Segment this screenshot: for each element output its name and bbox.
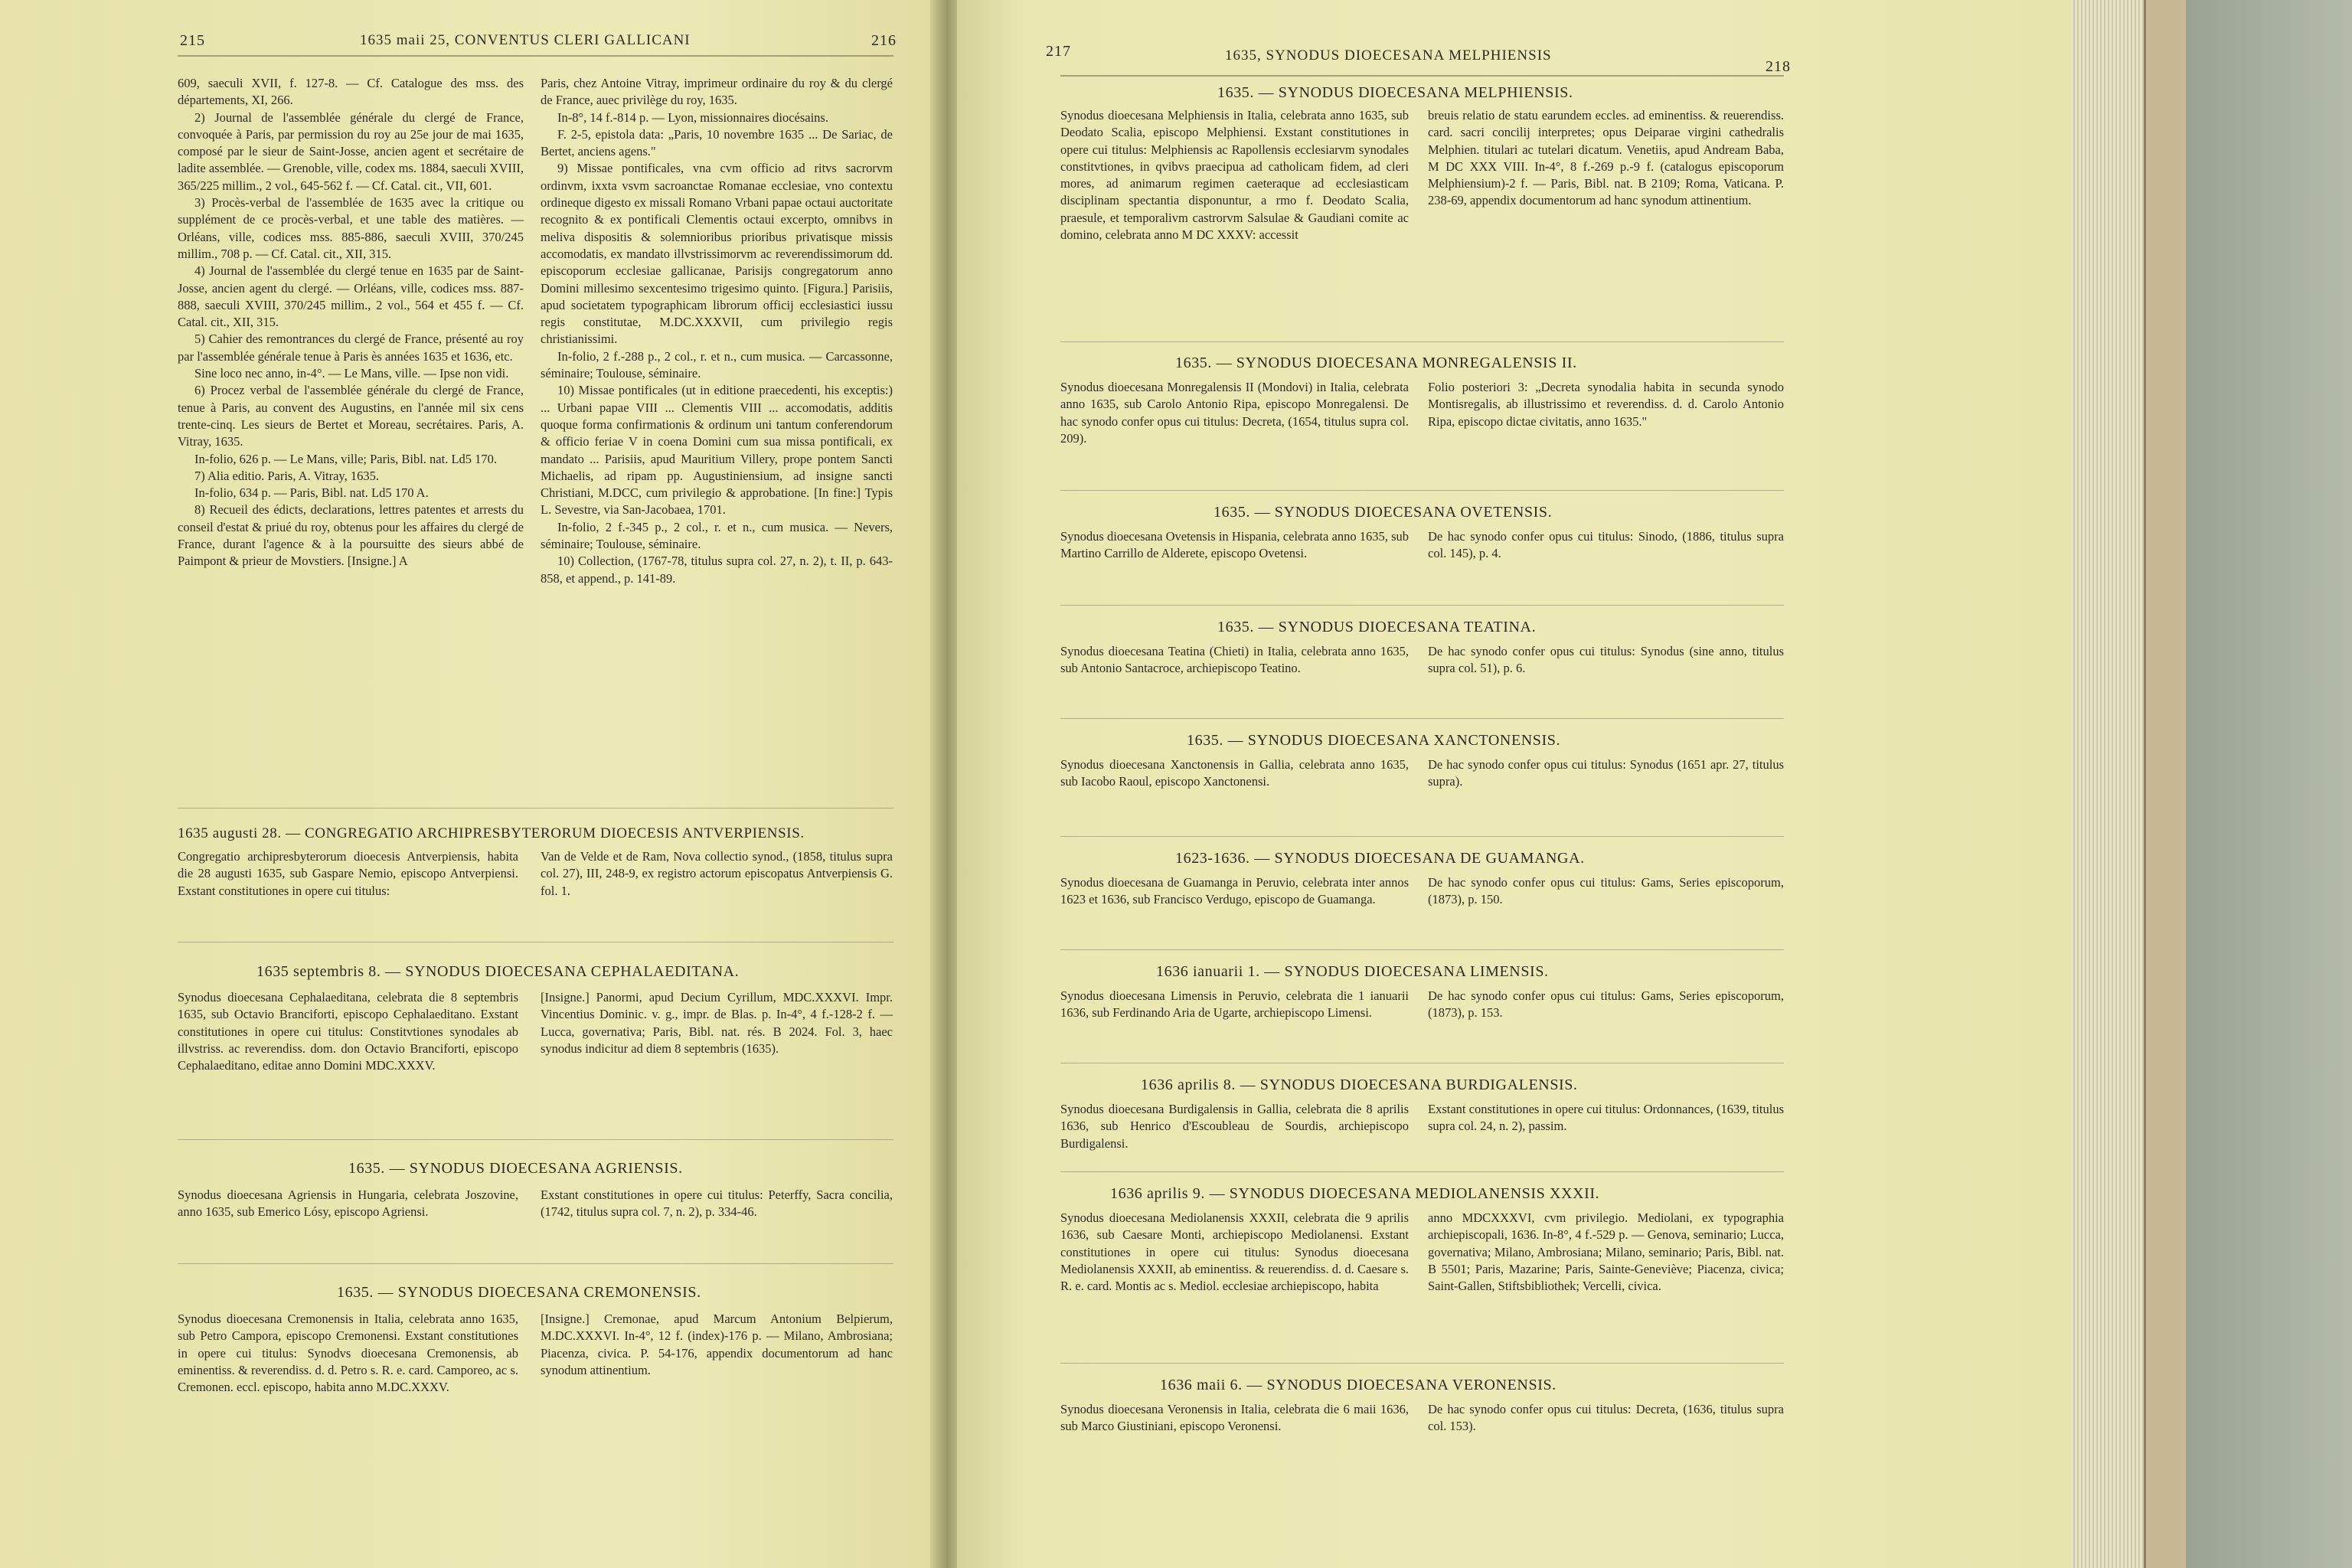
entry-separator <box>1060 949 1784 950</box>
entry-right-text: Folio posteriori 3: „Decreta synodalia habita in secunda synodo Montisregalis, ab illustrissimo et reverendiss. d. d. Carolo Antonio Ripa, episcopo dictae civitatis, anno 1635." <box>1428 380 1784 429</box>
entry-left-text: Synodus dioecesana Cremonensis in Italia, celebrata anno 1635, sub Petro Campora, episcopo Cremonensi. Exstant constitutiones in opere cui titulus: Synodvs dioecesana Cremonensis, ab eminentiss. & reverendiss. d. d. Petro s. R. e. card. Camporeo, ac s. Cremonen. eccl. episcopo, habita anno M.DC.XXXV. <box>178 1312 518 1395</box>
left-column-1 <box>178 75 524 570</box>
entry-right-text: De hac synodo confer opus cui titulus: Gams, Series episcoporum, (1873), p. 150. <box>1428 875 1784 907</box>
entry-right-text: De hac synodo confer opus cui titulus: Gams, Series episcoporum, (1873), p. 153. <box>1428 988 1784 1021</box>
paragraph: 609, saeculi XVII, f. 127-8. — Cf. Catalogue des mss. des départements, XI, 266. <box>178 76 524 108</box>
entry-title: 1635. — SYNODUS DIOECESANA XANCTONENSIS. <box>1187 732 1561 749</box>
left-page <box>0 0 938 1568</box>
entry-left-text: Synodus dioecesana Mediolanensis XXXII, celebrata die 9 aprilis 1636, sub Caesare Monti, archiepiscopo Mediolanensi. Exstant constitutiones in opere cui titulus: Synodus dioecesana Mediolanensis XXXII, ab eminentiss. & reuerendiss. d. d. Caesare s. R. e. card. Montis ac s. Mediol. ecclesiae archiepiscopo, habita <box>1060 1210 1409 1294</box>
entry-separator <box>178 1139 893 1140</box>
paragraph: In-8°, 14 f.-814 p. — Lyon, missionnaires diocésains. <box>557 109 828 125</box>
entry-title: 1623-1636. — SYNODUS DIOECESANA DE GUAMANGA. <box>1175 850 1585 867</box>
entry-left-text: Synodus dioecesana Xanctonensis in Gallia, celebrata anno 1635, sub Iacobo Raoul, episcopo Xanctonensi. <box>1060 757 1409 789</box>
entry-left-text: Synodus dioecesana Teatina (Chieti) in Italia, celebrata anno 1635, sub Antonio Santacroce, archiepiscopo Teatino. <box>1060 644 1409 676</box>
entry-left-text: Synodus dioecesana Monregalensis II (Mondovi) in Italia, celebrata anno 1635, sub Carolo Antonio Ripa, episcopo Monregalensi. De hac synodo confer opus cui titulus: Decreta, (1654, titulus supra col. 209). <box>1060 380 1409 446</box>
entry-title: 1635. — SYNODUS DIOECESANA MONREGALENSIS II. <box>1175 354 1577 371</box>
entry-separator <box>1060 718 1784 719</box>
paragraph: 2) Journal de l'assemblée générale du clergé de France, convoquée à Paris, par permission du roy au 25e jour de mai 1635, composé par le sieur de Saint-Josse, ancien agent et secrétaire de ladite assemblée. — Grenoble, ville, codex ms. 1884, saeculi XVIII, 365/225 millim., 2 vol., 645-562 f. — Cf. Catal. cit., VII, 601. <box>178 109 524 193</box>
entry-title: 1636 aprilis 8. — SYNODUS DIOECESANA BURDIGALENSIS. <box>1141 1076 1578 1093</box>
paragraph: In-folio, 2 f.-288 p., 2 col., r. et n., cum musica. — Carcassonne, séminaire; Toulouse, séminaire. <box>541 348 893 381</box>
paragraph: 7) Alia editio. Paris, A. Vitray, 1635. <box>194 468 379 483</box>
entry-left-text: Synodus dioecesana Limensis in Peruvio, celebrata die 1 ianuarii 1636, sub Ferdinando Aria de Ugarte, archiepiscopo Limensi. <box>1060 988 1409 1021</box>
entry-title: 1635. — SYNODUS DIOECESANA MELPHIENSIS. <box>1217 84 1573 101</box>
entry-title: 1635. — SYNODUS DIOECESANA CREMONENSIS. <box>337 1284 701 1301</box>
entry-left-text: Synodus dioecesana Burdigalensis in Gallia, celebrata die 8 aprilis 1636, sub Henrico d'Escoubleau de Sourdis, archiepiscopo Burdigalensi. <box>1060 1102 1409 1151</box>
entry-right-text: Exstant constitutiones in opere cui titulus: Ordonnances, (1639, titulus supra col. 24, n. 2), passim. <box>1428 1102 1784 1134</box>
entry-right-text: breuis relatio de statu earundem eccles. ad eminentiss. & reuerendiss. card. sacri concilij interpretes; opus Deiparae virgini cathedralis Melphien. titulari ac tutelari dicatum. Venetiis, apud Andream Baba, M DC XXX VIII. In-4°, 8 f.-269 p.-9 f. (catalogus episcoporum Melphiensium)-2 f. — Paris, Bibl. nat. B 2109; Roma, Vaticana. P. 238-69, appendix documentorum ad hanc synodum attinentium. <box>1428 108 1784 208</box>
paragraph: Sine loco nec anno, in-4°. — Le Mans, ville. — Ipse non vidi. <box>194 366 509 381</box>
entry-right-text: Exstant constitutiones in opere cui titulus: Peterffy, Sacra concilia, (1742, titulus supra col. 7, n. 2), p. 334-46. <box>541 1187 893 1220</box>
entry-title: 1635 augusti 28. — CONGREGATIO ARCHIPRESBYTERORUM DIOECESIS ANTVERPIENSIS. <box>178 825 805 841</box>
entry-left-text: Synodus dioecesana Melphiensis in Italia, celebrata anno 1635, sub Deodato Scalia, episcopo Melphiensi. Exstant constitutiones in opere cui titulus: Melphiensis ac Rapollensis ecclesiarvm synodales constitvtiones, in qvibvs praecipua ad catholicam fidem, ad cleri mores, ad animarum regimen caeteraque ad ecclesiasticam disciplinam spectantia disponuntur, a rmo f. Deodato Scalia, praesule, et temporalivm castrorvm Salsulae & Gaudiani comite ac domino, celebrata anno M DC XXXV: accessit <box>1060 108 1409 243</box>
paragraph: 10) Missae pontificales (ut in editione praecedenti, his exceptis:) ... Urbani papae VIII ... Clementis VIII ... accomodatis, additis quoque forma confirmationis & ordinum uni tantum conferendorum & officio feriae V in coena Domini cum sua missa pontificali, ex mandato ... Parisiis, apud Mauritium Villery, prope pontem Sancti Michaelis, ad ripam pp. Augustiniensium, ad insigne sancti Christiani, M.DCC, cum privilegio & approbatione. [In fine:] Typis L. Sevestre, via San-Jacobaea, 1701. <box>541 383 893 518</box>
table-surface <box>2186 0 2352 1568</box>
paragraph: In-folio, 626 p. — Le Mans, ville; Paris, Bibl. nat. Ld5 170. <box>194 451 498 466</box>
entry-left-text: Synodus dioecesana de Guamanga in Peruvio, celebrata inter annos 1623 et 1636, sub Francisco Verdugo, episcopo de Guamanga. <box>1060 875 1409 907</box>
paragraph: 3) Procès-verbal de l'assemblée de 1635 avec la critique ou supplément de ce procès-verbal, et une table des matières. — Orléans, ville, codices mss. 885-886, saeculi XVIII, 370/245 millim., 708 p. — Cf. Catal. cit., XII, 315. <box>178 195 524 261</box>
entry-right-text: De hac synodo confer opus cui titulus: Synodus (1651 apr. 27, titulus supra). <box>1428 757 1784 789</box>
paragraph: 6) Procez verbal de l'assemblée générale du clergé de France, tenue à Paris, au convent des Augustins, en l'année mil six cens trente-cinq. Les sieurs de Bertet et Moreau, secrétaires. Paris, A. Vitray, 1635. <box>178 383 524 449</box>
entry-title: 1635 septembris 8. — SYNODUS DIOECESANA CEPHALAEDITANA. <box>256 963 740 980</box>
entry-title: 1635. — SYNODUS DIOECESANA TEATINA. <box>1217 619 1537 635</box>
entry-left-text: Congregatio archipresbyterorum dioecesis Antverpiensis, habita die 28 augusti 1635, sub Gaspare Nemio, episcopo Antverpiensi. Exstant constitutiones in opere cui titulus: <box>178 849 518 898</box>
entry-title: 1636 maii 6. — SYNODUS DIOECESANA VERONENSIS. <box>1160 1377 1557 1393</box>
entry-left-text: Synodus dioecesana Veronensis in Italia, celebrata die 6 maii 1636, sub Marco Giustiniani, episcopo Veronensi. <box>1060 1402 1409 1434</box>
entry-right-text: De hac synodo confer opus cui titulus: Synodus (sine anno, titulus supra col. 51), p. 6. <box>1428 644 1784 676</box>
paragraph: 10) Collection, (1767-78, titulus supra col. 27, n. 2), t. II, p. 643-858, et append., p. 141-89. <box>541 554 893 586</box>
entry-right-text: Van de Velde et de Ram, Nova collectio synod., (1858, titulus supra col. 27), III, 248-9, ex registro actorum episcopatus Antverpiensis G. fol. 1. <box>541 849 893 898</box>
right-page-number-218: 218 <box>1766 58 1791 75</box>
entry-title: 1635. — SYNODUS DIOECESANA OVETENSIS. <box>1214 504 1553 521</box>
entry-title: 1636 ianuarii 1. — SYNODUS DIOECESANA LIMENSIS. <box>1156 963 1549 980</box>
entry-separator <box>1060 490 1784 491</box>
paragraph: 8) Recueil des édicts, declarations, lettres patentes et arrests du conseil d'estat & priué du roy, obtenus pour les affaires du clergé de France, durant l'agence & à la poursuitte des sieurs abbé de Paimpont & prieur de Movstiers. [Insigne.] A <box>178 502 524 569</box>
entry-title: 1636 aprilis 9. — SYNODUS DIOECESANA MEDIOLANENSIS XXXII. <box>1110 1185 1600 1202</box>
header-rule <box>178 55 893 57</box>
paragraph: In-folio, 634 p. — Paris, Bibl. nat. Ld5 170 A. <box>194 485 429 501</box>
entry-separator <box>1060 605 1784 606</box>
entry-left-text: Synodus dioecesana Ovetensis in Hispania, celebrata anno 1635, sub Martino Carrillo de Alderete, episcopo Ovetensi. <box>1060 529 1409 561</box>
entry-separator <box>1060 1363 1784 1364</box>
entry-title: 1635. — SYNODUS DIOECESANA AGRIENSIS. <box>348 1160 683 1177</box>
right-running-header: 1635, SYNODUS DIOECESANA MELPHIENSIS <box>1225 47 1552 64</box>
entry-left-text: Synodus dioecesana Cephalaeditana, celebrata die 8 septembris 1635, sub Octavio Branciforti, episcopo Cephalaeditano. Exstant constitutiones in opere cui titulus: Constitvtiones synodales ab illvstriss. ac reverendiss. dom. don Octavio Branciforti, episcopo Cephalaeditano, editae anno Domini MDC.XXXV. <box>178 990 518 1073</box>
entry-right-text: [Insigne.] Cremonae, apud Marcum Antonium Belpierum, M.DC.XXXVI. In-4°, 12 f. (index)-176 p. — Milano, Ambrosiana; Piacenza, civica. P. 54-176, appendix documentorum ad hanc synodum attinentium. <box>541 1312 893 1377</box>
paragraph: In-folio, 2 f.-345 p., 2 col., r. et n., cum musica. — Nevers, séminaire; Toulouse, séminaire. <box>541 519 893 552</box>
entry-left-text: Synodus dioecesana Agriensis in Hungaria, celebrata Joszovine, anno 1635, sub Emerico Lósy, episcopo Agriensi. <box>178 1187 518 1220</box>
left-page-number-216: 216 <box>871 32 897 49</box>
paragraph: Paris, chez Antoine Vitray, imprimeur ordinaire du roy & du clergé de France, auec privilège du roy, 1635. <box>541 76 893 108</box>
right-page-number-217: 217 <box>1046 43 1071 60</box>
entry-right-text: De hac synodo confer opus cui titulus: Decreta, (1636, titulus supra col. 153). <box>1428 1402 1784 1434</box>
paragraph: 4) Journal de l'assemblée du clergé tenue en 1635 par de Saint-Josse, ancien agent du clergé. — Orléans, ville, codices mss. 887-888, saeculi XVIII, 370/245 millim., 2 vol., 564 et 455 f. — Cf. Catal. cit., XII, 315. <box>178 263 524 330</box>
right-page <box>957 0 2071 1568</box>
entry-separator <box>1060 1171 1784 1172</box>
paragraph: 5) Cahier des remontrances du clergé de France, présenté au roy par l'assemblée générale tenue à Paris ès années 1635 et 1636, etc. <box>178 332 524 364</box>
entry-separator <box>178 1263 893 1264</box>
paragraph: 9) Missae pontificales, vna cvm officio ad ritvs sacrorvm ordinvm, ixxta vsvm sacroanctae Romanae ecclesiae, vno contextu ordineque digesto ex missali Romano Vrbani papae octaui auctoritate recognito & ex pontificali Clementis octaui excerpto, omnibvs in meliva dispositis & solemnioribus prioribus privatisque missis accomodatis, ex mandato illvstrissimorvm ac reverendissimorum dd. episcoporum ecclesiae gallicanae, Parisijs congregatorum anno Domini millesimo sexcentesimo trigesimo quinto. [Figura.] Parisiis, apud societatem typographicam librorum officij ecclesiastici iussu regis constitutae, M.DC.XXXVII, cum privilegio regis christianissimi. <box>541 161 893 347</box>
book-cover-edge <box>2144 0 2188 1568</box>
page-block-edge <box>2071 0 2144 1568</box>
paragraph: F. 2-5, epistola data: „Paris, 10 novembre 1635 ... De Sariac, de Bertet, anciens agens." <box>541 126 893 159</box>
entry-right-text: De hac synodo confer opus cui titulus: Sinodo, (1886, titulus supra col. 145), p. 4. <box>1428 529 1784 561</box>
entry-separator <box>1060 341 1784 342</box>
entry-right-text: [Insigne.] Panormi, apud Decium Cyrillum, MDC.XXXVI. Impr. Vincentius Dominic. v. g., impr. de Blas. p. In-4°, 4 f.-128-2 f. — Lucca, governativa; Paris, Bibl. nat. rés. B 2024. Fol. 3, haec synodus indicitur ad diem 8 septembris (1635). <box>541 990 893 1056</box>
entry-separator <box>1060 836 1784 837</box>
left-running-header: 1635 maii 25, CONVENTUS CLERI GALLICANI <box>360 32 691 48</box>
entry-right-text: anno MDCXXXVI, cvm privilegio. Mediolani, ex typographia archiepiscopali, 1636. In-8°, 4 f.-529 p. — Genova, seminario; Lucca, governativa; Milano, Ambrosiana; Milano, seminario; Paris, Bibl. nat. B 5501; Paris, Mazarine; Paris, Sainte-Geneviève; Piacenza, civica; Saint-Gallen, Stiftsbibliothek; Vercelli, civica. <box>1428 1210 1784 1294</box>
header-rule <box>1060 75 1784 77</box>
left-column-2 <box>541 75 893 587</box>
left-page-number-215: 215 <box>180 32 205 49</box>
